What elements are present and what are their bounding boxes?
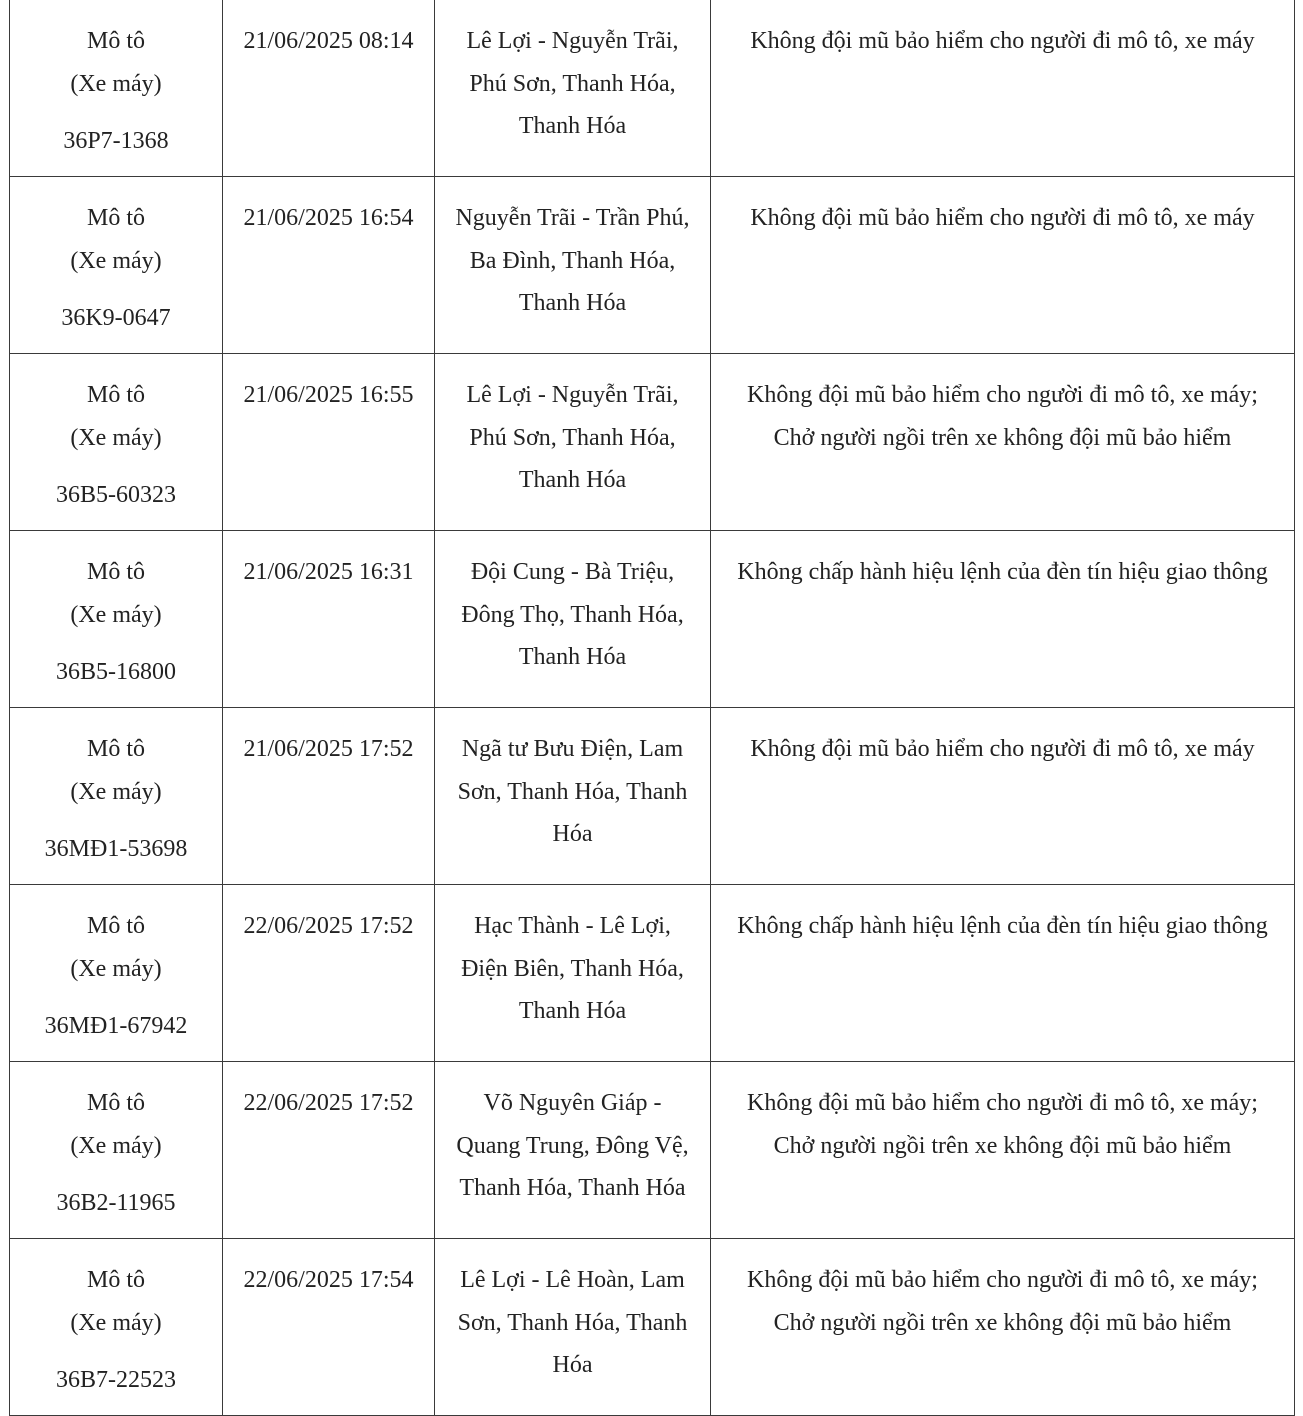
- location-line: Hạc Thành - Lê Lợi,: [474, 913, 671, 939]
- vehicle-type: Mô tô: [86, 1267, 145, 1293]
- location-line: Võ Nguyên Giáp -: [483, 1090, 662, 1116]
- location-line: Phú Sơn, Thanh Hóa,: [469, 70, 676, 97]
- table-row: [10, 1062, 1295, 1239]
- vehicle-type: Mô tô: [86, 205, 145, 231]
- table-row: [10, 354, 1295, 531]
- violation-line: Không đội mũ bảo hiểm cho người đi mô tô, xe máy: [750, 205, 1255, 231]
- location-line: Thanh Hóa: [518, 113, 627, 140]
- violation-location: [435, 708, 711, 885]
- location-line: Thanh Hóa: [518, 290, 627, 317]
- violations-table-container: [9, 0, 1294, 1416]
- vehicle-kind: (Xe máy): [70, 1132, 162, 1159]
- violation-line: Chở người ngồi trên xe không đội mũ bảo hiểm: [773, 424, 1232, 451]
- vehicle-cell: [10, 708, 223, 885]
- violation-location: [435, 531, 711, 708]
- violation-location: [435, 0, 711, 177]
- vehicle-type: Mô tô: [86, 28, 145, 54]
- violation-line: Không chấp hành hiệu lệnh của đèn tín hiệu giao thông: [737, 913, 1268, 939]
- violation-description: [711, 0, 1295, 177]
- location-line: Đông Thọ, Thanh Hóa,: [461, 601, 684, 628]
- violation-time: 21/06/2025 16:31: [223, 531, 435, 708]
- violation-description: [711, 354, 1295, 531]
- violation-location: [435, 885, 711, 1062]
- violation-description: [711, 885, 1295, 1062]
- violation-line: Không chấp hành hiệu lệnh của đèn tín hiệu giao thông: [737, 559, 1268, 585]
- location-line: Thanh Hóa: [518, 644, 627, 671]
- vehicle-kind: (Xe máy): [70, 424, 162, 451]
- location-line: Ba Đình, Thanh Hóa,: [469, 247, 676, 274]
- location-line: Thanh Hóa: [518, 467, 627, 494]
- license-plate: 36B7-22523: [56, 1367, 176, 1394]
- location-line: Phú Sơn, Thanh Hóa,: [469, 424, 676, 451]
- violation-description: [711, 1239, 1295, 1416]
- license-plate: 36MĐ1-53698: [44, 836, 188, 863]
- vehicle-kind: (Xe máy): [70, 70, 162, 97]
- vehicle-type: Mô tô: [86, 382, 145, 408]
- license-plate: 36B5-16800: [56, 659, 176, 686]
- location-line: Lê Lợi - Nguyễn Trãi,: [466, 28, 679, 54]
- violation-location: [435, 1239, 711, 1416]
- violation-line: Chở người ngồi trên xe không đội mũ bảo hiểm: [773, 1132, 1232, 1159]
- vehicle-cell: [10, 1062, 223, 1239]
- location-line: Sơn, Thanh Hóa, Thanh: [457, 1309, 688, 1336]
- vehicle-cell: [10, 354, 223, 531]
- table-row: [10, 885, 1295, 1062]
- license-plate: 36B5-60323: [56, 482, 176, 509]
- location-line: Quang Trung, Đông Vệ,: [456, 1132, 689, 1159]
- location-line: Hóa: [552, 1352, 593, 1379]
- violation-time: 22/06/2025 17:52: [223, 885, 435, 1062]
- location-line: Điện Biên, Thanh Hóa,: [461, 955, 684, 982]
- vehicle-kind: (Xe máy): [70, 601, 162, 628]
- license-plate: 36MĐ1-67942: [44, 1013, 188, 1040]
- vehicle-cell: [10, 885, 223, 1062]
- violation-time: 21/06/2025 17:52: [223, 708, 435, 885]
- vehicle-type: Mô tô: [86, 559, 145, 585]
- violation-location: [435, 1062, 711, 1239]
- violation-time: 22/06/2025 17:54: [223, 1239, 435, 1416]
- location-line: Thanh Hóa, Thanh Hóa: [459, 1175, 686, 1202]
- vehicle-cell: [10, 177, 223, 354]
- violation-line: Không đội mũ bảo hiểm cho người đi mô tô, xe máy;: [747, 382, 1258, 408]
- license-plate: 36P7-1368: [63, 128, 169, 155]
- location-line: Ngã tư Bưu Điện, Lam: [461, 736, 684, 762]
- violation-line: Không đội mũ bảo hiểm cho người đi mô tô, xe máy;: [747, 1267, 1258, 1293]
- vehicle-type: Mô tô: [86, 913, 145, 939]
- violation-description: [711, 531, 1295, 708]
- table-row: [10, 0, 1295, 177]
- license-plate: 36K9-0647: [61, 305, 171, 332]
- location-line: Hóa: [552, 821, 593, 848]
- location-line: Đội Cung - Bà Triệu,: [470, 559, 675, 585]
- violation-line: Không đội mũ bảo hiểm cho người đi mô tô, xe máy: [750, 736, 1255, 762]
- violation-line: Chở người ngồi trên xe không đội mũ bảo hiểm: [773, 1309, 1232, 1336]
- vehicle-cell: [10, 0, 223, 177]
- vehicle-kind: (Xe máy): [70, 247, 162, 274]
- violation-time: 21/06/2025 16:55: [223, 354, 435, 531]
- table-row: [10, 531, 1295, 708]
- table-row: [10, 708, 1295, 885]
- violations-table-body: [10, 0, 1295, 1416]
- violation-line: Không đội mũ bảo hiểm cho người đi mô tô, xe máy: [750, 28, 1255, 54]
- violations-table: [9, 0, 1295, 1416]
- location-line: Nguyễn Trãi - Trần Phú,: [455, 205, 690, 231]
- vehicle-type: Mô tô: [86, 1090, 145, 1116]
- table-row: [10, 1239, 1295, 1416]
- location-line: Thanh Hóa: [518, 998, 627, 1025]
- violation-location: [435, 177, 711, 354]
- vehicle-kind: (Xe máy): [70, 778, 162, 805]
- violation-time: 22/06/2025 17:52: [223, 1062, 435, 1239]
- location-line: Lê Lợi - Lê Hoàn, Lam: [460, 1267, 685, 1293]
- location-line: Sơn, Thanh Hóa, Thanh: [457, 778, 688, 805]
- table-row: [10, 177, 1295, 354]
- location-line: Lê Lợi - Nguyễn Trãi,: [466, 382, 679, 408]
- vehicle-cell: [10, 1239, 223, 1416]
- vehicle-cell: [10, 531, 223, 708]
- violation-line: Không đội mũ bảo hiểm cho người đi mô tô, xe máy;: [747, 1090, 1258, 1116]
- violation-description: [711, 708, 1295, 885]
- license-plate: 36B2-11965: [56, 1190, 176, 1217]
- violation-time: 21/06/2025 16:54: [223, 177, 435, 354]
- vehicle-kind: (Xe máy): [70, 1309, 162, 1336]
- violation-location: [435, 354, 711, 531]
- violation-description: [711, 1062, 1295, 1239]
- vehicle-type: Mô tô: [86, 736, 145, 762]
- violation-description: [711, 177, 1295, 354]
- vehicle-kind: (Xe máy): [70, 955, 162, 982]
- violation-time: 21/06/2025 08:14: [223, 0, 435, 177]
